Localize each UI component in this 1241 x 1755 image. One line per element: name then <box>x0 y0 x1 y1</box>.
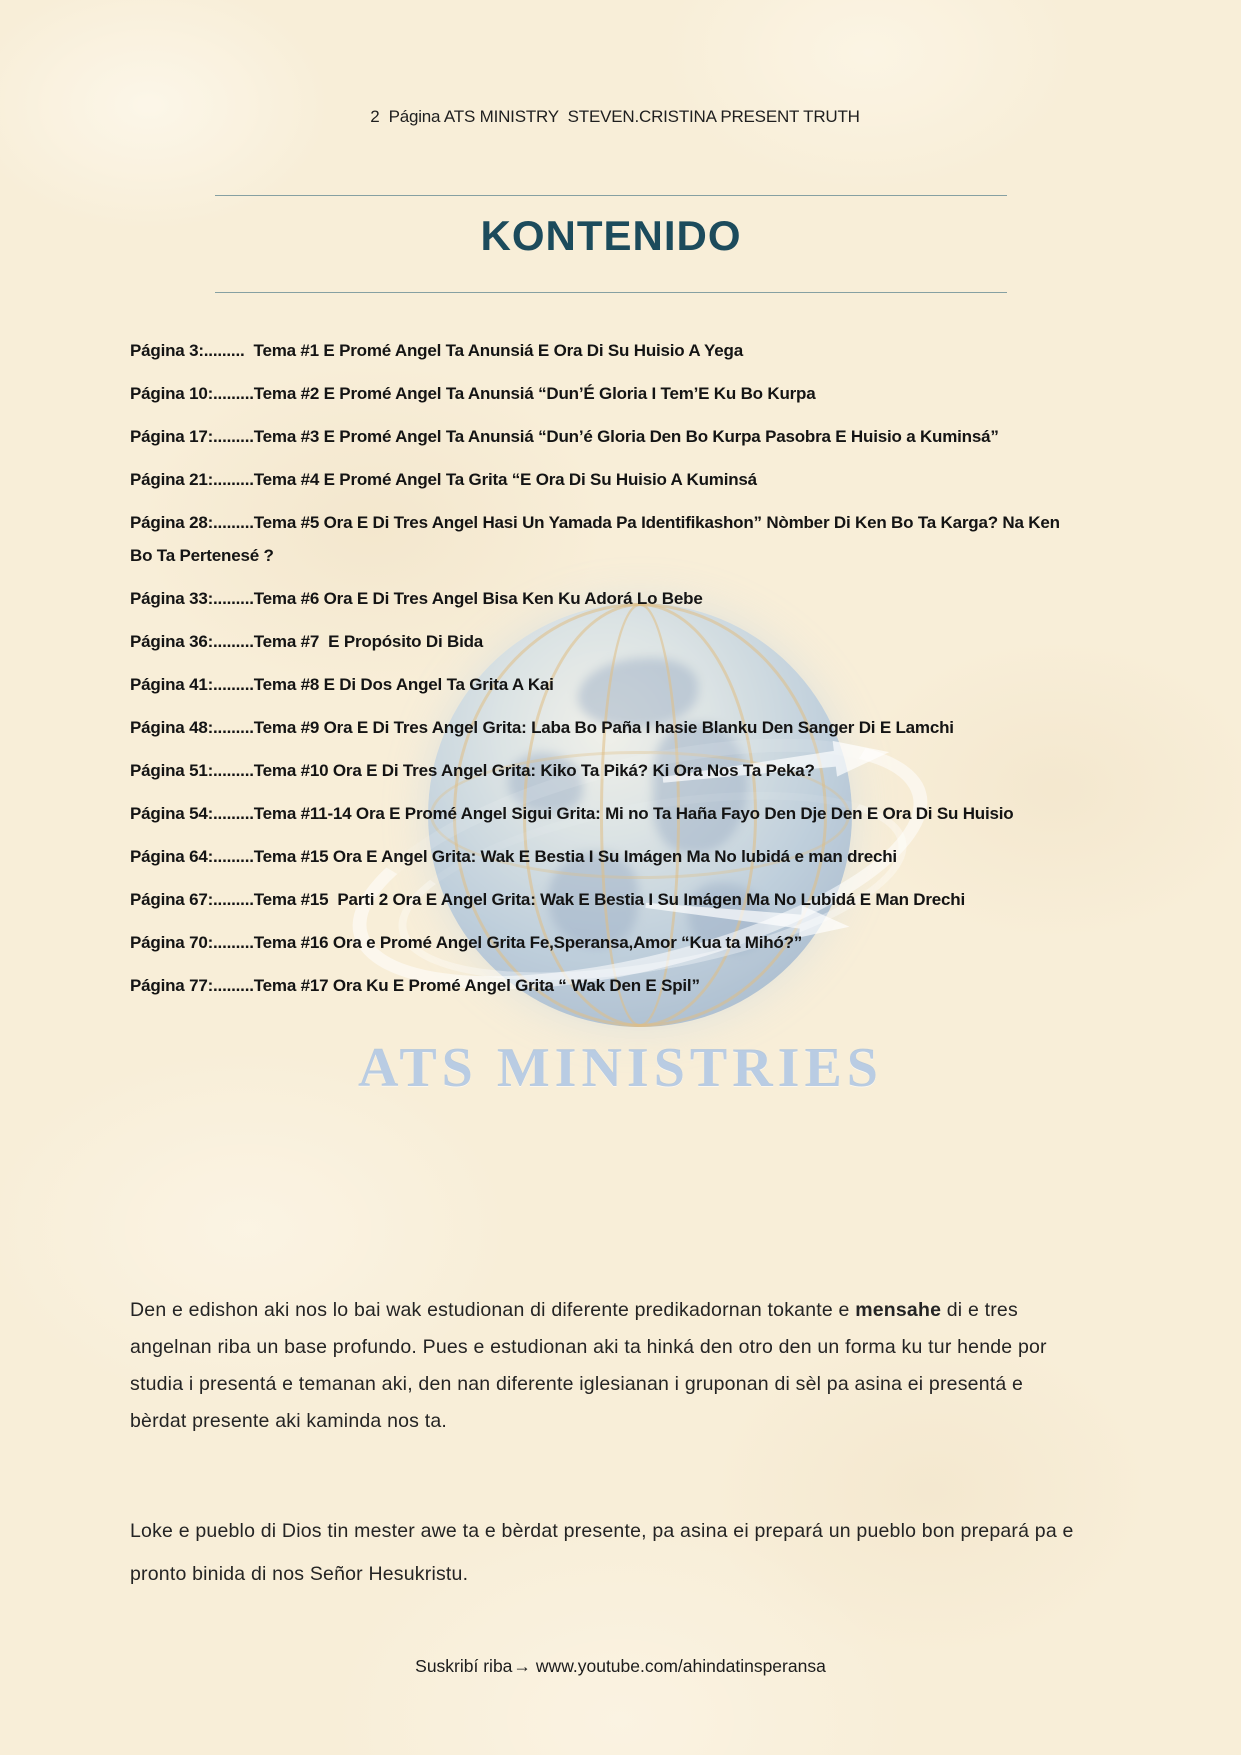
paragraph-text: Den e edishon aki nos lo bai wak estudionan di diferente predikadornan tokante e <box>130 1299 856 1321</box>
footer-subscribe-label: Suskribí riba <box>415 1656 513 1676</box>
toc-entry: Página 3:......... Tema #1 E Promé Angel Ta Anunsiá E Ora Di Su Huisio A Yega <box>130 341 743 360</box>
footer-youtube-url: www.youtube.com/ahindatinsperansa <box>535 1656 826 1676</box>
divider-line-top <box>215 195 1007 196</box>
watermark-text: ATS MINISTRIES <box>358 1037 883 1099</box>
footer-subscribe-line <box>0 1656 1241 1677</box>
toc-entry: Página 67:.........Tema #15 Parti 2 Ora E Angel Grita: Wak E Bestia I Su Imágen Ma No Lubidá E Man Drechi <box>130 890 966 909</box>
paragraph-closing: Loke e pueblo di Dios tin mester awe ta e bèrdat presente, pa asina ei prepará un pueblo bon prepará pa e pronto binida di nos Señor Hesukristu. <box>130 1520 1074 1585</box>
toc-entry: Página 10:.........Tema #2 E Promé Angel Ta Anunsiá “Dun’É Gloria I Tem’E Ku Bo Kurpa <box>130 384 816 403</box>
toc-entry: Página 28:.........Tema #5 Ora E Di Tres Angel Hasi Un Yamada Pa Identifikashon” Nòmber Di Ken Bo Ta Karga? Na Ken Bo Ta Pertenesé ? <box>130 513 1065 565</box>
toc-entry: Página 41:.........Tema #8 E Di Dos Angel Ta Grita A Kai <box>130 675 554 694</box>
arrow-icon: → <box>513 1656 531 1676</box>
toc-entry: Página 64:.........Tema #15 Ora E Angel Grita: Wak E Bestia I Su Imágen Ma No lubidá e man drechi <box>130 847 897 866</box>
toc-entry: Página 70:.........Tema #16 Ora e Promé Angel Grita Fe,Speransa,Amor “Kua ta Mihó?” <box>130 933 803 952</box>
toc-list <box>130 334 1086 1012</box>
toc-entry: Página 48:.........Tema #9 Ora E Di Tres Angel Grita: Laba Bo Paña I hasie Blanku Den Sanger Di E Lamchi <box>130 718 954 737</box>
toc-entry: Página 17:.........Tema #3 E Promé Angel Ta Anunsiá “Dun’é Gloria Den Bo Kurpa Pasobra E Huisio a Kuminsá” <box>130 427 999 446</box>
page-header-text: 2 Página ATS MINISTRY STEVEN.CRISTINA PRESENT TRUTH <box>370 107 860 126</box>
paragraph-text: di e tres angelnan riba un base profundo. Pues e estudionan aki ta hinká den otro den un forma ku tur hende por studia i presentá e temanan aki, den nan diferente iglesianan i gruponan di sèl pa asina ei presentá e bèrdat presente aki kaminda nos ta. <box>130 1299 1047 1432</box>
toc-entry: Página 54:.........Tema #11-14 Ora E Promé Angel Sigui Grita: Mi no Ta Haña Fayo Den Dje Den E Ora Di Su Huisio <box>130 804 1014 823</box>
toc-entry: Página 33:.........Tema #6 Ora E Di Tres Angel Bisa Ken Ku Adorá Lo Bebe <box>130 589 703 608</box>
toc-entry: Página 21:.........Tema #4 E Promé Angel Ta Grita “E Ora Di Su Huisio A Kuminsá <box>130 470 757 489</box>
page-title: KONTENIDO <box>480 212 742 259</box>
toc-entry: Página 36:.........Tema #7 E Propósito Di Bida <box>130 632 484 651</box>
paragraph-intro <box>130 1292 1078 1440</box>
toc-entry: Página 77:.........Tema #17 Ora Ku E Promé Angel Grita “ Wak Den E Spil” <box>130 976 700 995</box>
divider-line-bottom <box>215 292 1007 293</box>
bold-word-mensahe: mensahe <box>855 1299 942 1321</box>
toc-entry: Página 51:.........Tema #10 Ora E Di Tres Angel Grita: Kiko Ta Piká? Ki Ora Nos Ta Peka? <box>130 761 815 780</box>
